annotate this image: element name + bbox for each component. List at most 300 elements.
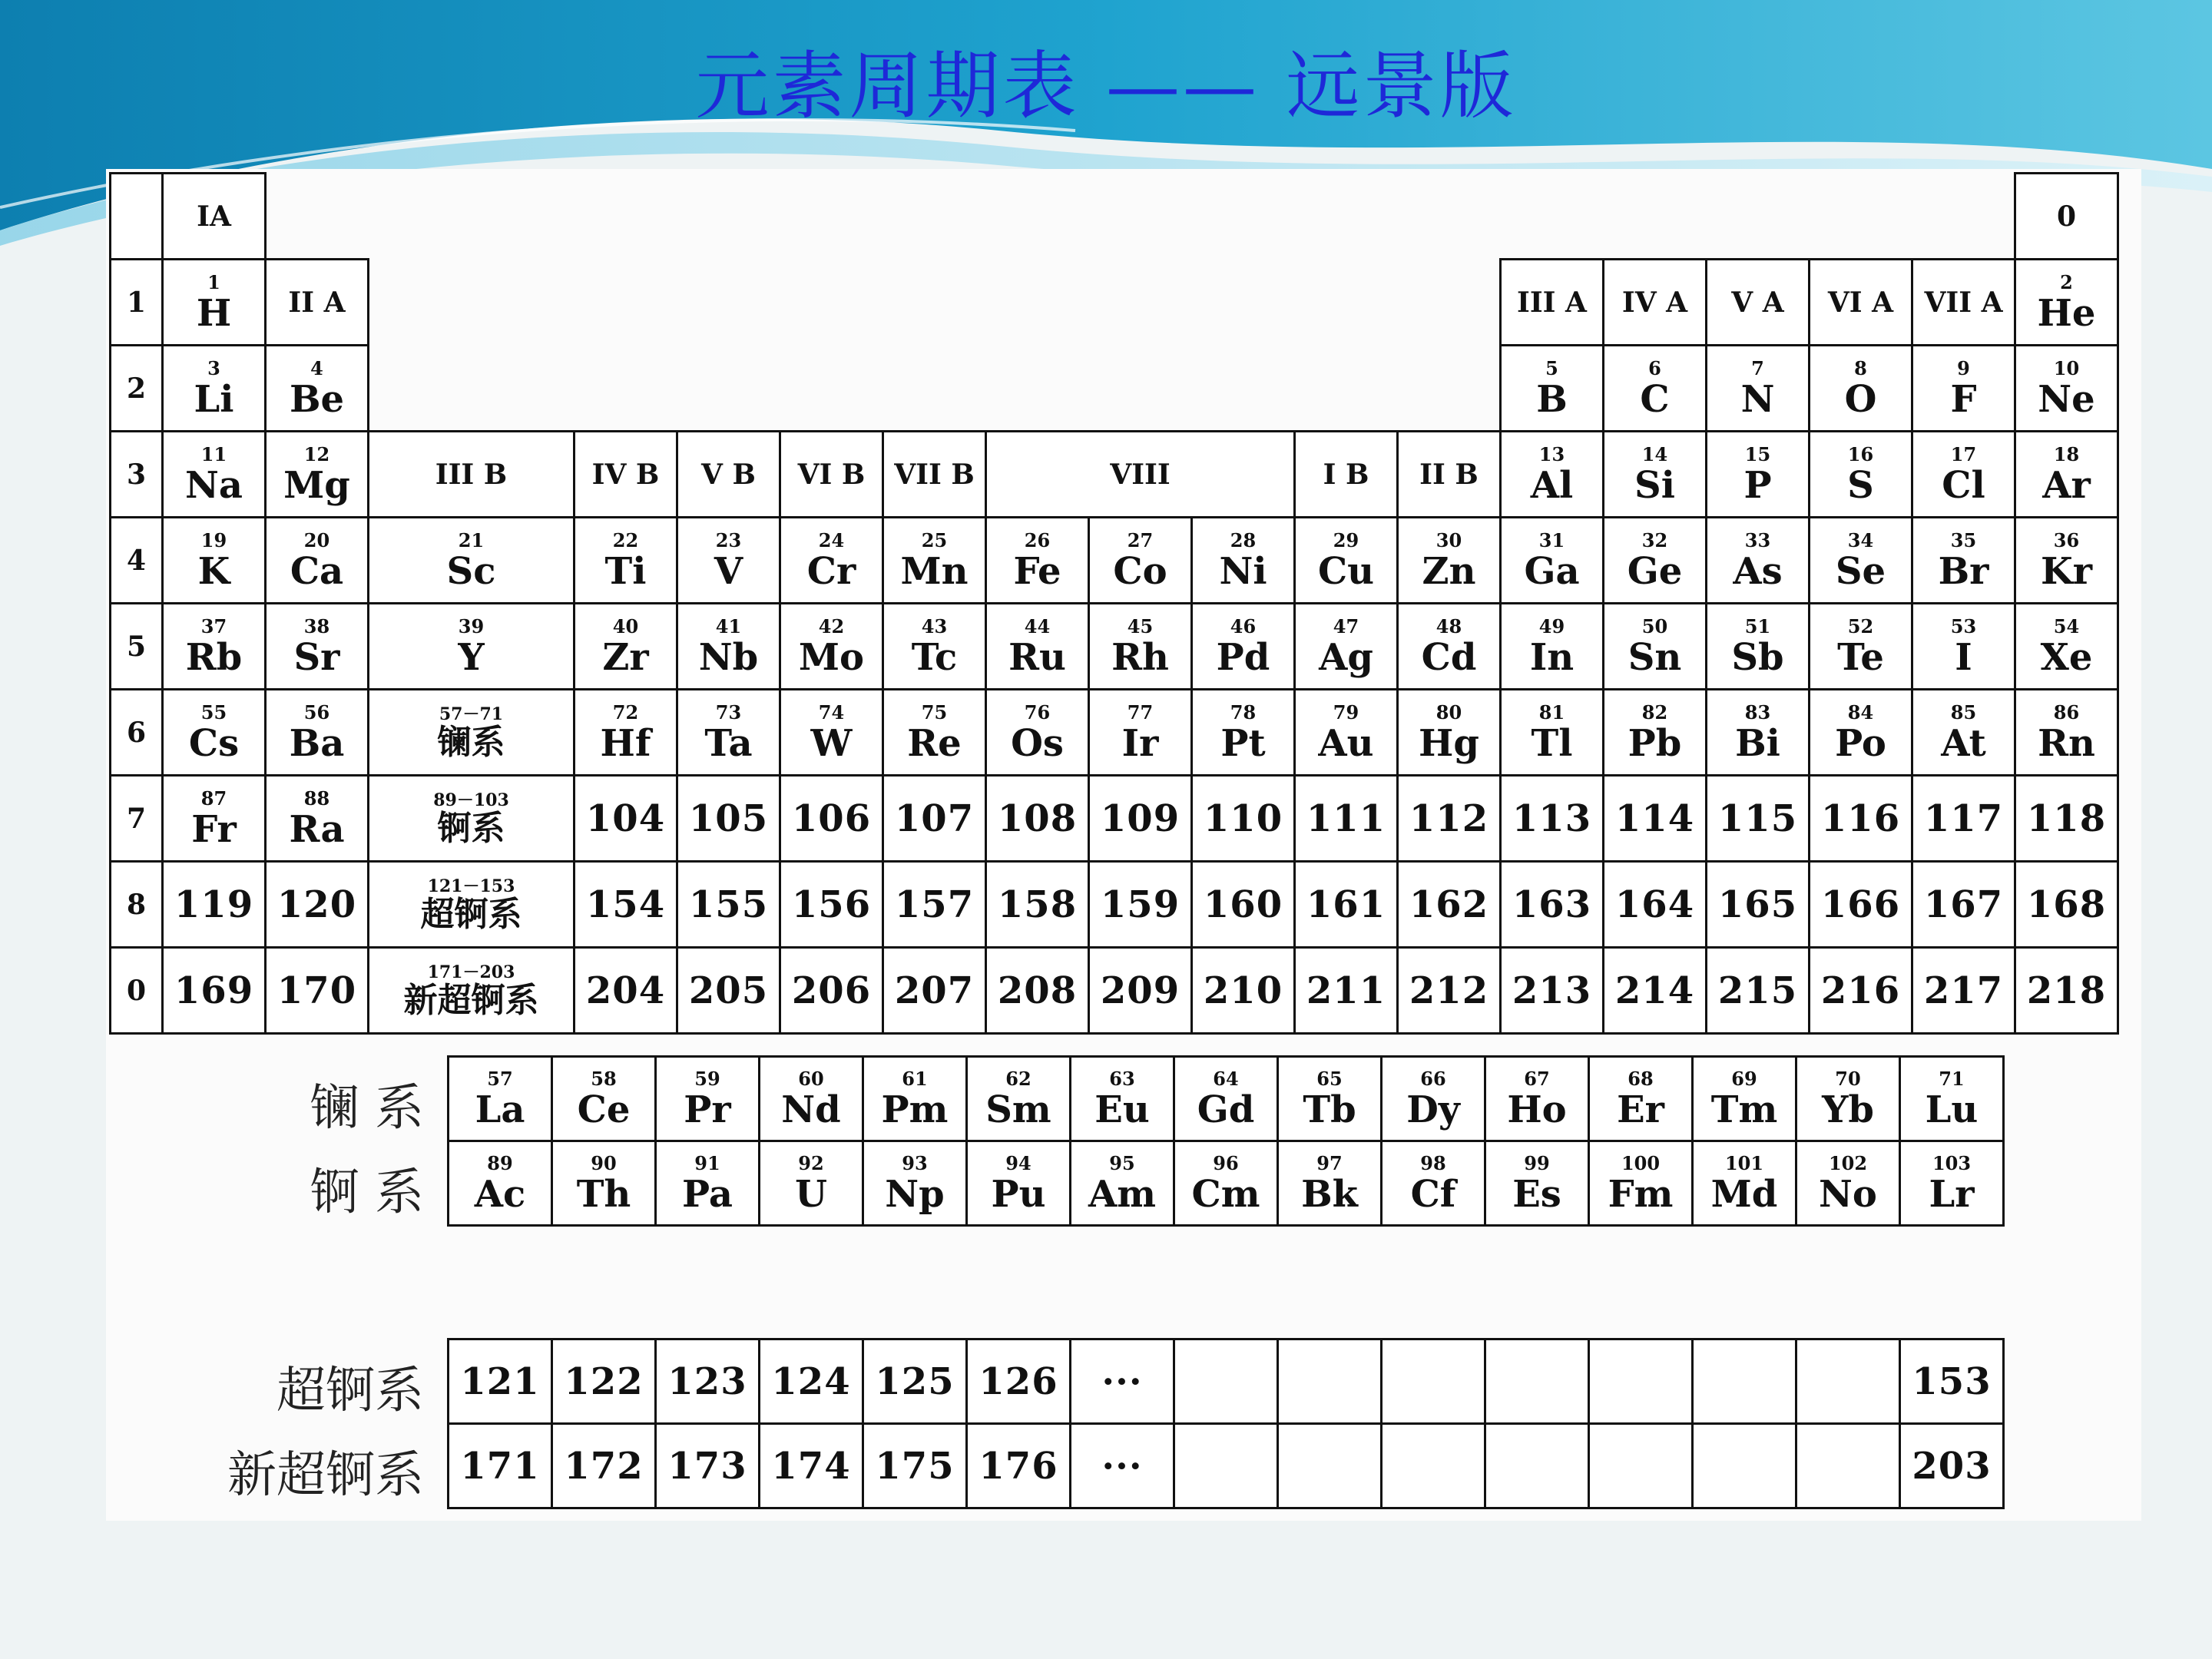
element-symbol: I (1955, 635, 1972, 679)
element-symbol: Rb (185, 635, 243, 679)
atomic-number: 58 (591, 1067, 617, 1090)
atomic-number: 28 (1230, 528, 1257, 551)
actinide-cell (447, 1140, 553, 1227)
atomic-number: 91 (694, 1151, 720, 1174)
element-He (2014, 258, 2119, 346)
element-number: 159 (1100, 882, 1181, 926)
element-Mn (882, 516, 987, 604)
atomic-number: 21 (458, 528, 485, 551)
element-169 (161, 946, 267, 1035)
element-symbol: Cf (1410, 1172, 1456, 1216)
element-120 (264, 860, 369, 949)
actinide-cell (1380, 1140, 1486, 1227)
atomic-number: 39 (458, 614, 485, 637)
atomic-number: 35 (1950, 528, 1977, 551)
atomic-number: 64 (1213, 1067, 1239, 1090)
element-Ba (264, 688, 369, 777)
element-number: 217 (1923, 969, 2004, 1012)
element-number: 168 (2026, 882, 2107, 926)
element-Xe (2014, 602, 2119, 690)
element-110 (1190, 774, 1296, 863)
element-symbol: Sr (293, 635, 340, 679)
element-Se (1808, 516, 1913, 604)
element-symbol: Zr (602, 635, 649, 679)
period-number-3 (109, 430, 164, 518)
element-symbol: Ni (1219, 549, 1267, 593)
element-116 (1808, 774, 1913, 863)
superactinide-cell (1173, 1338, 1279, 1425)
element-162 (1396, 860, 1502, 949)
superactinide-cell (758, 1338, 864, 1425)
atomic-number: 55 (200, 700, 227, 724)
element-209 (1088, 946, 1193, 1035)
superactinide-cell (1795, 1338, 1901, 1425)
element-symbol: Nb (698, 635, 759, 679)
element-symbol: Er (1617, 1088, 1664, 1131)
element-At (1911, 688, 2016, 777)
atomic-number: 44 (1024, 614, 1051, 637)
element-Al (1499, 430, 1604, 518)
element-symbol: Fm (1608, 1172, 1674, 1216)
new-superactinide-cell (551, 1422, 657, 1509)
element-number: 215 (1717, 969, 1798, 1012)
atomic-number: 37 (200, 614, 227, 637)
element-number: 204 (585, 969, 666, 1012)
atomic-number: 81 (1538, 700, 1565, 724)
element-Ar (2014, 430, 2119, 518)
new-superactinide-cell (1173, 1422, 1279, 1509)
element-symbol: Li (194, 377, 234, 421)
lanthanide-series-label: 镧 系 (310, 1080, 424, 1137)
lanthanide-cell (1899, 1055, 2005, 1142)
element-I (1911, 602, 2016, 690)
element-symbol: Sc (446, 549, 496, 593)
group-label: II A (288, 286, 346, 319)
atomic-number: 63 (1109, 1067, 1135, 1090)
element-number: 106 (791, 796, 872, 840)
atomic-number: 43 (921, 614, 948, 637)
series-superactinides (367, 860, 575, 949)
atomic-number: 29 (1333, 528, 1359, 551)
element-Y (367, 602, 575, 690)
atomic-number: 23 (715, 528, 742, 551)
element-number: 104 (585, 796, 666, 840)
element-F (1911, 344, 2016, 432)
element-Zr (573, 602, 678, 690)
atomic-number: 56 (303, 700, 330, 724)
element-number: 105 (688, 796, 769, 840)
superactinide-cell (1277, 1338, 1382, 1425)
element-107 (882, 774, 987, 863)
element-W (779, 688, 884, 777)
element-number: 153 (1912, 1359, 1992, 1403)
element-symbol: La (475, 1088, 525, 1131)
element-Tl (1499, 688, 1604, 777)
element-Ru (985, 602, 1090, 690)
lanthanide-cell (1691, 1055, 1797, 1142)
element-symbol: Pb (1628, 721, 1682, 765)
element-Fr (161, 774, 267, 863)
atomic-number: 10 (2053, 356, 2080, 379)
superactinide-cell (1380, 1338, 1486, 1425)
atomic-number: 93 (902, 1151, 928, 1174)
actinide-cell (1173, 1140, 1279, 1227)
new-superactinide-cell (654, 1422, 760, 1509)
element-O (1808, 344, 1913, 432)
element-Os (985, 688, 1090, 777)
element-Co (1088, 516, 1193, 604)
element-symbol: Ca (290, 549, 344, 593)
atomic-number: 72 (612, 700, 639, 724)
element-Te (1808, 602, 1913, 690)
element-symbol: No (1819, 1172, 1877, 1216)
element-symbol: Th (576, 1172, 631, 1216)
group-header-VIIA (1911, 258, 2016, 346)
element-number: 214 (1614, 969, 1695, 1012)
element-symbol: Bi (1735, 721, 1780, 765)
lanthanide-cell (1588, 1055, 1694, 1142)
element-symbol: Ir (1121, 721, 1159, 765)
atomic-number: 24 (818, 528, 845, 551)
element-As (1705, 516, 1810, 604)
element-symbol: Br (1938, 549, 1989, 593)
group-label: V A (1731, 286, 1784, 319)
period-label: 8 (126, 888, 147, 921)
element-symbol: Sm (985, 1088, 1051, 1131)
atomic-number: 101 (1724, 1151, 1764, 1174)
actinide-cell (1484, 1140, 1590, 1227)
atomic-number: 34 (1847, 528, 1874, 551)
actinide-cell (965, 1140, 1071, 1227)
element-Pd (1190, 602, 1296, 690)
atomic-number: 84 (1847, 700, 1874, 724)
atomic-number: 89 (487, 1151, 513, 1174)
lanthanide-cell (654, 1055, 760, 1142)
element-Ag (1293, 602, 1399, 690)
element-Po (1808, 688, 1913, 777)
element-symbol: C (1640, 377, 1670, 421)
element-number: 216 (1820, 969, 1901, 1012)
element-symbol: F (1950, 377, 1977, 421)
atomic-number: 78 (1230, 700, 1257, 724)
element-symbol: Fe (1013, 549, 1061, 593)
element-Rb (161, 602, 267, 690)
atomic-number: 11 (200, 442, 227, 465)
period-number-4 (109, 516, 164, 604)
element-108 (985, 774, 1090, 863)
element-112 (1396, 774, 1502, 863)
atomic-number: 77 (1127, 700, 1154, 724)
element-symbol: Ta (704, 721, 753, 765)
atomic-number: 90 (591, 1151, 617, 1174)
element-213 (1499, 946, 1604, 1035)
atomic-number: 22 (612, 528, 639, 551)
element-symbol: As (1733, 549, 1783, 593)
atomic-number: 75 (921, 700, 948, 724)
new-superactinide-cell (758, 1422, 864, 1509)
element-number: 172 (564, 1444, 644, 1488)
element-symbol: Cs (188, 721, 240, 765)
element-symbol: Pu (991, 1172, 1046, 1216)
atomic-number: 46 (1230, 614, 1257, 637)
atomic-number: 70 (1835, 1067, 1861, 1090)
group-label: I B (1323, 458, 1369, 491)
element-symbol: Ne (2038, 377, 2095, 421)
element-symbol: Ar (2042, 463, 2091, 507)
actinide-cell (1899, 1140, 2005, 1227)
element-number: 162 (1409, 882, 1489, 926)
element-symbol: Am (1088, 1172, 1157, 1216)
superactinide-cell (1691, 1338, 1797, 1425)
lanthanide-cell (1173, 1055, 1279, 1142)
element-symbol: Ag (1319, 635, 1373, 679)
element-symbol: Es (1512, 1172, 1561, 1216)
series-actinides (367, 774, 575, 863)
atomic-number: 85 (1950, 700, 1977, 724)
element-symbol: Ra (289, 807, 345, 851)
superactinide-cell (654, 1338, 760, 1425)
element-symbol: Pt (1220, 721, 1266, 765)
element-symbol: Te (1837, 635, 1884, 679)
lanthanide-cell (1795, 1055, 1901, 1142)
atomic-number: 5 (1545, 356, 1558, 379)
actinide-cell (1069, 1140, 1175, 1227)
element-111 (1293, 774, 1399, 863)
blank-corner (109, 172, 164, 260)
element-Sn (1602, 602, 1707, 690)
atomic-number: 18 (2053, 442, 2080, 465)
element-Cs (161, 688, 267, 777)
element-Ta (676, 688, 781, 777)
element-number: 118 (2026, 796, 2107, 840)
element-number: 175 (875, 1444, 955, 1488)
element-207 (882, 946, 987, 1035)
element-P (1705, 430, 1810, 518)
lanthanide-cell (447, 1055, 553, 1142)
element-symbol: Si (1634, 463, 1675, 507)
element-number: 163 (1512, 882, 1592, 926)
superactinide-series-label: 超锕系 (276, 1363, 424, 1419)
actinide-cell (1691, 1140, 1797, 1227)
period-label: 5 (126, 630, 147, 663)
series-range: 171－203 (427, 962, 515, 982)
element-Hg (1396, 688, 1502, 777)
element-symbol: Rh (1111, 635, 1169, 679)
atomic-number: 99 (1524, 1151, 1550, 1174)
element-number: 116 (1820, 796, 1901, 840)
element-symbol: Tm (1710, 1088, 1778, 1131)
element-160 (1190, 860, 1296, 949)
element-number: 120 (276, 882, 357, 926)
group-label: VIII (1110, 458, 1171, 491)
atomic-number: 49 (1538, 614, 1565, 637)
element-216 (1808, 946, 1913, 1035)
element-208 (985, 946, 1090, 1035)
element-symbol: Os (1011, 721, 1064, 765)
element-number: 164 (1614, 882, 1695, 926)
atomic-number: 94 (1005, 1151, 1031, 1174)
element-symbol: N (1740, 377, 1775, 421)
group-label: III A (1517, 286, 1587, 319)
element-Tc (882, 602, 987, 690)
element-B (1499, 344, 1604, 432)
element-V (676, 516, 781, 604)
group-label: VII B (894, 458, 975, 491)
element-symbol: Co (1113, 549, 1167, 593)
atomic-number: 42 (818, 614, 845, 637)
element-165 (1705, 860, 1810, 949)
element-symbol: Mn (900, 549, 969, 593)
element-symbol: Cr (806, 549, 856, 593)
atomic-number: 26 (1024, 528, 1051, 551)
element-C (1602, 344, 1707, 432)
element-symbol: Au (1318, 721, 1374, 765)
element-symbol: Fr (191, 807, 237, 851)
element-number: 161 (1306, 882, 1386, 926)
actinide-cell (758, 1140, 864, 1227)
atomic-number: 15 (1744, 442, 1771, 465)
atomic-number: 27 (1127, 528, 1154, 551)
element-number: 174 (771, 1444, 851, 1488)
element-symbol: Nd (781, 1088, 841, 1131)
new-superactinide-cell (1899, 1422, 2005, 1509)
atomic-number: 19 (200, 528, 227, 551)
atomic-number: 65 (1316, 1067, 1343, 1090)
element-symbol: Ce (577, 1088, 631, 1131)
lanthanide-cell (1484, 1055, 1590, 1142)
series-new_superactinides (367, 946, 575, 1035)
element-symbol: S (1847, 463, 1874, 507)
period-label: 1 (126, 286, 147, 319)
element-number: 107 (894, 796, 975, 840)
group-header-VA (1705, 258, 1810, 346)
superactinide-cell (1899, 1338, 2005, 1425)
element-154 (573, 860, 678, 949)
element-Mg (264, 430, 369, 518)
group-header-IIIB (367, 430, 575, 518)
series-name: 镧系 (437, 722, 505, 762)
actinide-cell (654, 1140, 760, 1227)
element-symbol: At (1941, 721, 1986, 765)
atomic-number: 60 (798, 1067, 824, 1090)
element-number: 209 (1100, 969, 1181, 1012)
series-name: 超锕系 (420, 894, 522, 934)
element-symbol: Xe (2040, 635, 2093, 679)
element-number: 119 (174, 882, 254, 926)
element-Zn (1396, 516, 1502, 604)
element-symbol: Pa (682, 1172, 733, 1216)
element-symbol: Bk (1301, 1172, 1358, 1216)
element-number: 218 (2026, 969, 2107, 1012)
group-label: 0 (2056, 200, 2077, 233)
group-label: V B (701, 458, 756, 491)
atomic-number: 25 (921, 528, 948, 551)
atomic-number: 7 (1751, 356, 1764, 379)
element-H (161, 258, 267, 346)
group-label: IV A (1621, 286, 1688, 319)
atomic-number: 9 (1957, 356, 1970, 379)
element-number: 122 (564, 1359, 644, 1403)
element-Na (161, 430, 267, 518)
superactinide-cell (1484, 1338, 1590, 1425)
element-number: 109 (1100, 796, 1181, 840)
element-symbol: U (795, 1172, 827, 1216)
element-number: 117 (1923, 796, 2004, 840)
element-symbol: Al (1530, 463, 1574, 507)
period-label: 2 (126, 372, 147, 405)
element-number: 208 (997, 969, 1078, 1012)
element-156 (779, 860, 884, 949)
element-117 (1911, 774, 2016, 863)
element-166 (1808, 860, 1913, 949)
element-204 (573, 946, 678, 1035)
element-symbol: Tb (1303, 1088, 1356, 1131)
period-number-2 (109, 344, 164, 432)
group-header-IB (1293, 430, 1399, 518)
element-number: 126 (979, 1359, 1058, 1403)
element-symbol: Dy (1406, 1088, 1460, 1131)
atomic-number: 38 (303, 614, 330, 637)
element-109 (1088, 774, 1193, 863)
element-Fe (985, 516, 1090, 604)
element-number: 169 (174, 969, 254, 1012)
element-symbol: Cm (1191, 1172, 1260, 1216)
element-symbol: H (196, 291, 232, 335)
element-214 (1602, 946, 1707, 1035)
element-symbol: W (810, 721, 853, 765)
group-label: VII A (1924, 286, 2003, 319)
element-symbol: Mo (798, 635, 865, 679)
group-header-VB (676, 430, 781, 518)
element-119 (161, 860, 267, 949)
element-106 (779, 774, 884, 863)
element-symbol: Hg (1419, 721, 1479, 765)
atomic-number: 14 (1641, 442, 1668, 465)
element-217 (1911, 946, 2016, 1035)
element-Sc (367, 516, 575, 604)
element-number: 110 (1203, 796, 1283, 840)
superactinide-cell (551, 1338, 657, 1425)
element-Sb (1705, 602, 1810, 690)
element-Be (264, 344, 369, 432)
element-157 (882, 860, 987, 949)
group-label: VI B (797, 458, 866, 491)
atomic-number: 74 (818, 700, 845, 724)
series-range: 89－103 (433, 790, 509, 810)
element-Hf (573, 688, 678, 777)
element-symbol: Tl (1531, 721, 1573, 765)
element-number: 212 (1409, 969, 1489, 1012)
element-Br (1911, 516, 2016, 604)
lanthanide-cell (1277, 1055, 1382, 1142)
atomic-number: 87 (200, 786, 227, 810)
element-N (1705, 344, 1810, 432)
element-number: 115 (1717, 796, 1798, 840)
element-symbol: Lr (1929, 1172, 1975, 1216)
group-header-IIB (1396, 430, 1502, 518)
lanthanide-cell (551, 1055, 657, 1142)
element-number: 156 (791, 882, 872, 926)
atomic-number: 33 (1744, 528, 1771, 551)
element-S (1808, 430, 1913, 518)
element-K (161, 516, 267, 604)
element-number: 170 (276, 969, 357, 1012)
atomic-number: 8 (1854, 356, 1867, 379)
element-number: 173 (667, 1444, 747, 1488)
element-symbol: Pr (684, 1088, 731, 1131)
atomic-number: 48 (1435, 614, 1462, 637)
element-symbol: Ge (1627, 549, 1683, 593)
